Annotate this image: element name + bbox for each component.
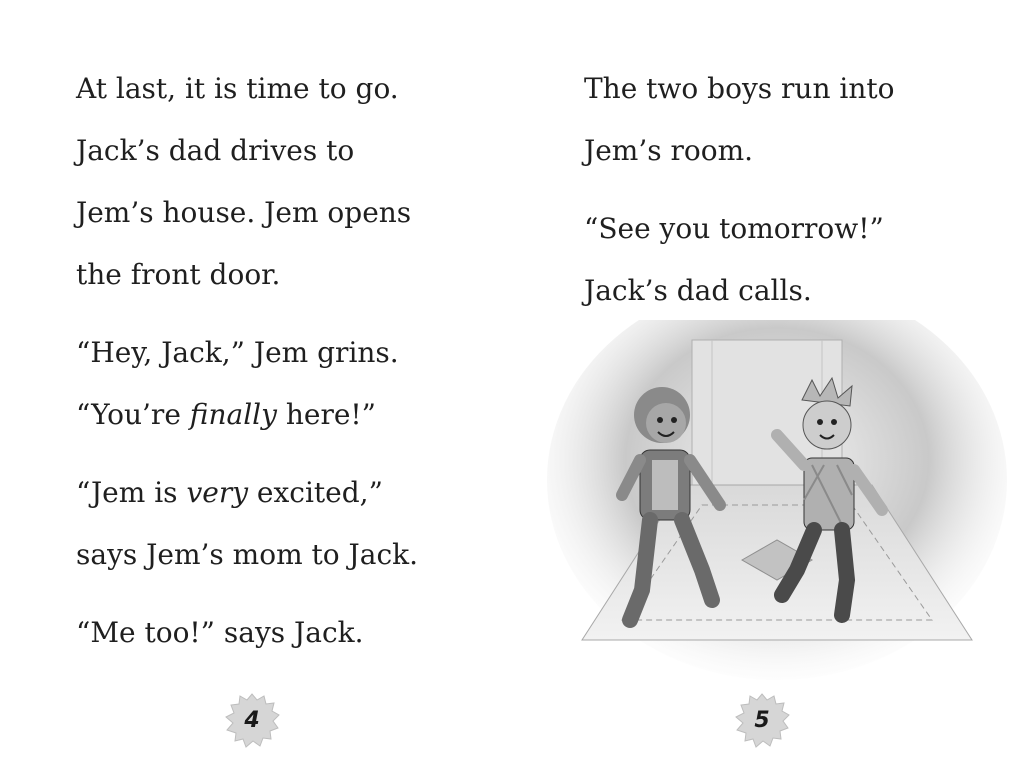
page-number-badge <box>732 690 792 750</box>
right-page-text <box>584 58 992 322</box>
text-line: The two boys run into <box>584 72 895 105</box>
boys-running-illustration <box>542 320 1012 680</box>
text-line: “You’re finally here!” <box>76 398 376 431</box>
page-number: 5 <box>754 707 770 733</box>
text-line: Jack’s dad drives to <box>76 134 355 167</box>
text-line: “See you tomorrow!” <box>584 212 884 245</box>
text-line: “Hey, Jack,” Jem grins. <box>76 336 399 369</box>
emphasis-text: very <box>186 476 249 509</box>
text-line: says Jem’s mom to Jack. <box>76 538 419 571</box>
text-line: Jem’s room. <box>584 134 754 167</box>
text-line: Jem’s house. Jem opens <box>76 196 412 229</box>
text-line: Jack’s dad calls. <box>584 274 812 307</box>
text-line: “Me too!” says Jack. <box>76 616 364 649</box>
left-page-text <box>76 58 486 664</box>
text-line: the front door. <box>76 258 281 291</box>
page-number: 4 <box>244 707 260 733</box>
text-line: “Jem is very excited,” <box>76 476 383 509</box>
page-number-badge <box>222 690 282 750</box>
text-line: At last, it is time to go. <box>76 72 399 105</box>
right-page <box>506 0 1012 776</box>
emphasis-text: finally <box>189 398 277 431</box>
